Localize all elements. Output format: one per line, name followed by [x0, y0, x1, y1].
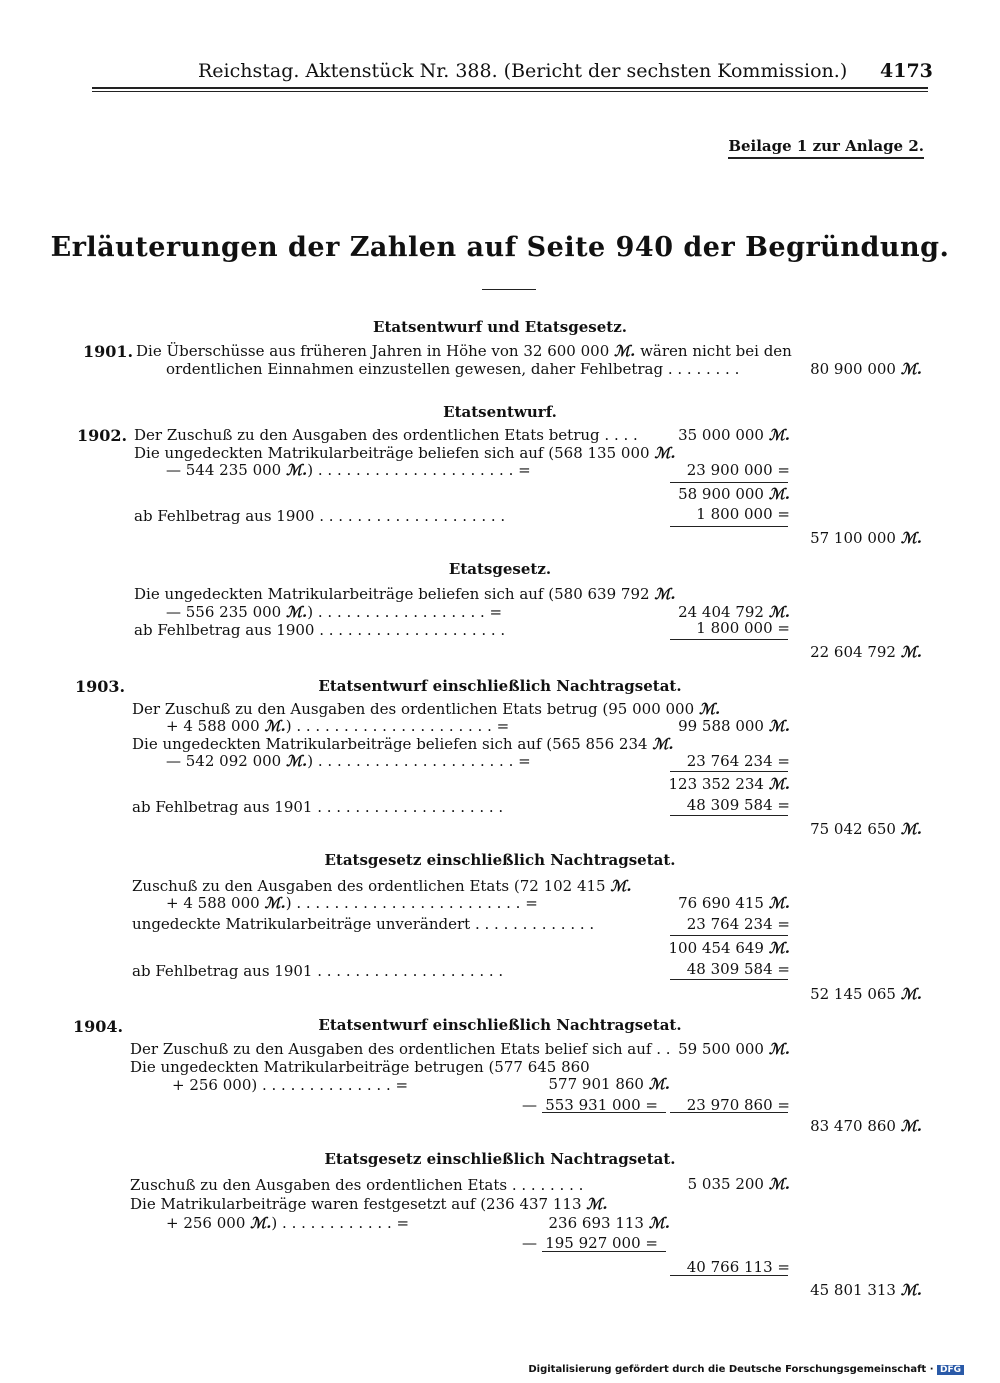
sum-rule: [670, 979, 788, 980]
text-line: ab Fehlbetrag aus 1901 . . . . . . . . . . . . . . . . . . . .: [132, 798, 504, 816]
text-line: Die ungedeckten Matrikularbeiträge beliefen sich auf (580 639 792 ℳ.: [134, 585, 676, 603]
total-amount: 75 042 650 ℳ.: [810, 820, 922, 838]
text-line: — 556 235 000 ℳ.) . . . . . . . . . . . . . . . . . . =: [166, 603, 503, 621]
section-heading: Etatsentwurf einschließlich Nachtragsetat.: [318, 1016, 682, 1034]
amount: 24 404 792 ℳ.: [678, 603, 790, 621]
text-line: Der Zuschuß zu den Ausgaben des ordentlichen Etats belief sich auf . .: [130, 1040, 671, 1058]
amount: 23 900 000 =: [686, 461, 790, 479]
sum-rule: [542, 1251, 666, 1252]
amount: 1 800 000 =: [696, 619, 790, 637]
amount: 23 970 860 =: [686, 1096, 790, 1114]
subtotal: 123 352 234 ℳ.: [668, 775, 790, 793]
text-line: Zuschuß zu den Ausgaben des ordentlichen Etats . . . . . . . .: [130, 1176, 584, 1194]
section-heading: Etatsgesetz einschließlich Nachtragsetat.: [324, 851, 676, 869]
text-line: + 256 000) . . . . . . . . . . . . . . =: [172, 1076, 409, 1094]
text-line: ab Fehlbetrag aus 1901 . . . . . . . . . . . . . . . . . . . .: [132, 962, 504, 980]
total-amount: 57 100 000 ℳ.: [810, 529, 922, 547]
total-amount: 80 900 000 ℳ.: [810, 360, 922, 378]
year-label: 1901.: [83, 342, 134, 361]
dfg-logo: DFG: [937, 1365, 964, 1375]
sum-rule: [670, 771, 788, 772]
text-line: + 4 588 000 ℳ.) . . . . . . . . . . . . . . . . . . . . . . . . =: [166, 894, 538, 912]
minus-sign: —: [522, 1234, 537, 1252]
amount: 76 690 415 ℳ.: [678, 894, 790, 912]
year-label: 1903.: [75, 677, 126, 696]
total-amount: 52 145 065 ℳ.: [810, 985, 922, 1003]
minus-sign: —: [522, 1096, 537, 1114]
amount: 553 931 000 =: [545, 1096, 658, 1114]
amount: 40 766 113 =: [686, 1258, 790, 1276]
amount: 99 588 000 ℳ.: [678, 717, 790, 735]
text-line: — 544 235 000 ℳ.) . . . . . . . . . . . . . . . . . . . . . =: [166, 461, 531, 479]
text-line: ordentlichen Einnahmen einzustellen gewesen, daher Fehlbetrag . . . . . . . .: [166, 360, 740, 378]
amount: 5 035 200 ℳ.: [687, 1175, 790, 1193]
text-line: Die ungedeckten Matrikularbeiträge betrugen (577 645 860: [130, 1058, 590, 1076]
text-line: + 256 000 ℳ.) . . . . . . . . . . . . =: [166, 1214, 410, 1232]
amount: 48 309 584 =: [686, 960, 790, 978]
year-label: 1902.: [77, 426, 128, 445]
header-rule: [92, 87, 928, 89]
sum-rule: [542, 1112, 666, 1113]
sum-rule: [670, 526, 788, 527]
sum-rule: [670, 1275, 788, 1276]
sum-rule: [670, 639, 788, 640]
section-heading: Etatsentwurf.: [443, 403, 557, 421]
text-line: ab Fehlbetrag aus 1900 . . . . . . . . . . . . . . . . . . . .: [134, 621, 506, 639]
text-line: Die Matrikularbeiträge waren festgesetzt auf (236 437 113 ℳ.: [130, 1195, 608, 1213]
beilage-label: Beilage 1 zur Anlage 2.: [728, 137, 924, 159]
amount: 23 764 234 =: [686, 752, 790, 770]
page-number: 4173: [880, 60, 933, 82]
text-line: — 542 092 000 ℳ.) . . . . . . . . . . . . . . . . . . . . . =: [166, 752, 531, 770]
amount: 1 800 000 =: [696, 505, 790, 523]
text-line: Zuschuß zu den Ausgaben des ordentlichen Etats (72 102 415 ℳ.: [132, 877, 632, 895]
sum-rule: [670, 1112, 788, 1113]
text-line: Die ungedeckten Matrikularbeiträge beliefen sich auf (565 856 234 ℳ.: [132, 735, 674, 753]
amount: 577 901 860 ℳ.: [548, 1075, 670, 1093]
text-line: Der Zuschuß zu den Ausgaben des ordentlichen Etats betrug (95 000 000 ℳ.: [132, 700, 721, 718]
amount: 195 927 000 =: [545, 1234, 658, 1252]
text-line: + 4 588 000 ℳ.) . . . . . . . . . . . . . . . . . . . . . =: [166, 717, 510, 735]
amount: 23 764 234 =: [686, 915, 790, 933]
total-amount: 45 801 313 ℳ.: [810, 1281, 922, 1299]
section-heading: Etatsgesetz einschließlich Nachtragsetat.: [324, 1150, 676, 1168]
text-line: ungedeckte Matrikularbeiträge unverändert . . . . . . . . . . . . .: [132, 915, 595, 933]
title-divider: [482, 289, 536, 290]
year-label: 1904.: [73, 1017, 124, 1036]
section-heading: Etatsentwurf einschließlich Nachtragsetat.: [318, 677, 682, 695]
subtotal: 100 454 649 ℳ.: [668, 939, 790, 957]
page-title: Erläuterungen der Zahlen auf Seite 940 der Begründung.: [50, 232, 950, 263]
text-line: Die Überschüsse aus früheren Jahren in Höhe von 32 600 000 ℳ. wären nicht bei den: [136, 342, 792, 360]
footer-credit: Digitalisierung gefördert durch die Deutsche Forschungsgemeinschaft · DFG: [528, 1364, 964, 1375]
text-line: ab Fehlbetrag aus 1900 . . . . . . . . . . . . . . . . . . . .: [134, 507, 506, 525]
amount: 236 693 113 ℳ.: [548, 1214, 670, 1232]
total-amount: 22 604 792 ℳ.: [810, 643, 922, 661]
sum-rule: [670, 815, 788, 816]
subtotal: 58 900 000 ℳ.: [678, 485, 790, 503]
total-amount: 83 470 860 ℳ.: [810, 1117, 922, 1135]
running-title: Reichstag. Aktenstück Nr. 388. (Bericht der sechsten Kommission.): [198, 60, 848, 82]
section-heading: Etatsentwurf und Etatsgesetz.: [373, 318, 627, 336]
sum-rule: [670, 482, 788, 483]
text-line: Die ungedeckten Matrikularbeiträge beliefen sich auf (568 135 000 ℳ.: [134, 444, 676, 462]
section-heading: Etatsgesetz.: [448, 560, 552, 578]
amount: 59 500 000 ℳ.: [678, 1040, 790, 1058]
sum-rule: [670, 935, 788, 936]
amount: 35 000 000 ℳ.: [678, 426, 790, 444]
amount: 48 309 584 =: [686, 796, 790, 814]
header-rule-thin: [92, 91, 928, 92]
text-line: Der Zuschuß zu den Ausgaben des ordentlichen Etats betrug . . . .: [134, 426, 638, 444]
